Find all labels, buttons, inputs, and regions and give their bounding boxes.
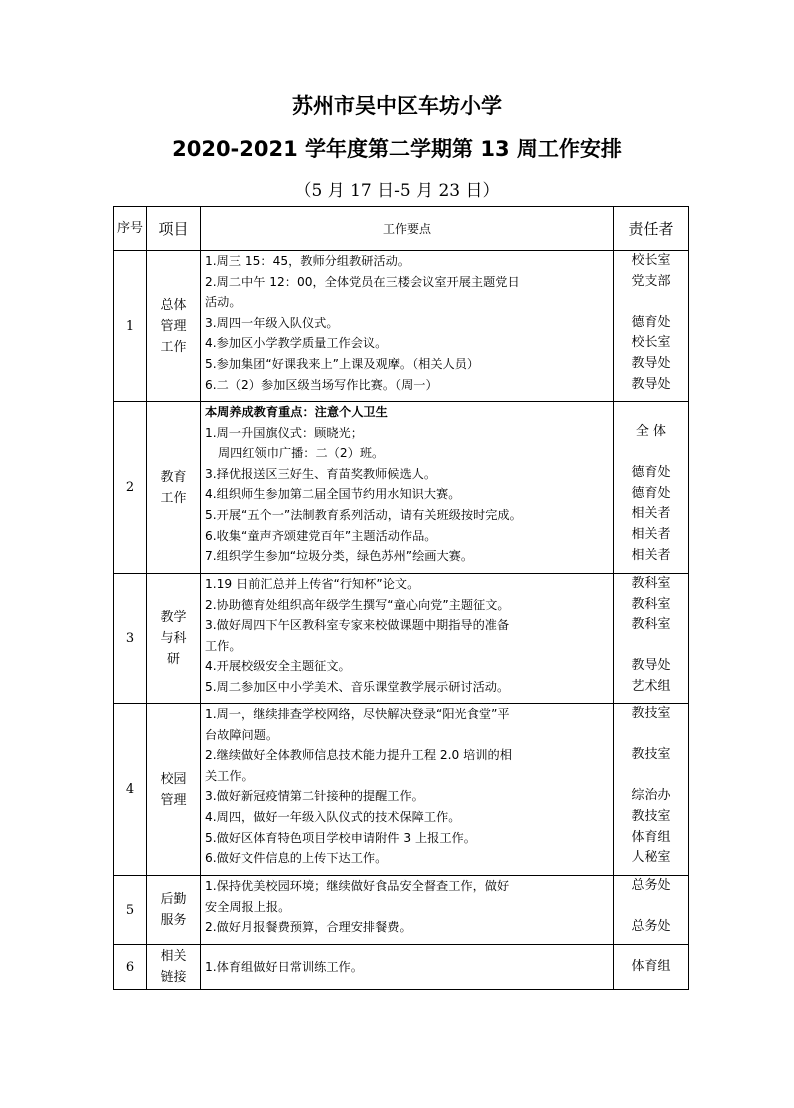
- row-content: 1.周一，继续排查学校网络，尽快解决登录“阳光食堂”平 台故障问题。 2.继续做好全体教师信息技术能力提升工程 2.0 培训的相 关工作。 3.做好新冠疫情第二针接种的提醒工作。 4.周四，做好一年级入队仪式的技术保障工作。 5.做好区体育特色项目学校申请附件 3 上报工作。 6.做好文件信息的上传下达工作。: [201, 704, 614, 876]
- date-range: （5 月 17 日-5 月 23 日）: [294, 181, 500, 201]
- row-item: 校园管理: [147, 704, 201, 876]
- header-no: 序号: [114, 207, 147, 251]
- row-no: 6: [114, 945, 147, 990]
- header-owner: 责任者: [614, 207, 689, 251]
- row-content: 本周养成教育重点：注意个人卫生 1.周一升国旗仪式：顾晓光； 周四红领巾广播：二（2）班。 3.择优报送区三好生、育苗奖教师候选人。 4.组织师生参加第二届全国节约用水知识大赛。 5.开展“五个一”法制教育系列活动，请有关班级按时完成。 6.收集“童声齐颂建党百年”主题活动作品。 7.组织学生参加“垃圾分类，绿色苏州”绘画大赛。: [201, 402, 614, 574]
- row-item: 教育工作: [147, 402, 201, 574]
- row-owner: 总务处 总务处: [614, 876, 689, 945]
- schedule-table: [113, 206, 689, 990]
- row-owner: 全 体 德育处 德育处 相关者 相关者 相关者: [614, 402, 689, 574]
- row-no: 2: [114, 402, 147, 574]
- school-name: 苏州市吴中区车坊小学: [292, 94, 502, 118]
- row-owner: 体育组: [614, 945, 689, 990]
- row-content: 1.保持优美校园环境；继续做好食品安全督查工作，做好 安全周报上报。 2.做好月报餐费预算，合理安排餐费。: [201, 876, 614, 945]
- row-owner: 教技室 教技室 综治办 教技室 体育组 人秘室: [614, 704, 689, 876]
- table-row: [114, 251, 689, 402]
- row-no: 4: [114, 704, 147, 876]
- table-row: [114, 574, 689, 704]
- row-item: 后勤服务: [147, 876, 201, 945]
- table-row: [114, 402, 689, 574]
- row-no: 1: [114, 251, 147, 402]
- row-item: 总体管理工作: [147, 251, 201, 402]
- table-row: [114, 945, 689, 990]
- row-content: 1.体育组做好日常训练工作。: [201, 945, 614, 990]
- row-item: 教学与科研: [147, 574, 201, 704]
- document-title: 2020-2021 学年度第二学期第 13 周工作安排: [172, 137, 622, 161]
- header-content: 工作要点: [201, 207, 614, 251]
- row-no: 3: [114, 574, 147, 704]
- row-owner: 校长室 党支部 德育处 校长室 教导处 教导处: [614, 251, 689, 402]
- table-header-row: [114, 207, 689, 251]
- row-item: 相关链接: [147, 945, 201, 990]
- row-owner: 教科室 教科室 教科室 教导处 艺术组: [614, 574, 689, 704]
- row-no: 5: [114, 876, 147, 945]
- row-content: 1.19 日前汇总并上传省“行知杯”论文。 2.协助德育处组织高年级学生撰写“童心向党”主题征文。 3.做好周四下午区教科室专家来校做课题中期指导的准备 工作。 4.开展校级安全主题征文。 5.周二参加区中小学美术、音乐课堂教学展示研讨活动。: [201, 574, 614, 704]
- row-content: 1.周三 15：45，教师分组教研活动。 2.周二中午 12：00，全体党员在三楼会议室开展主题党日 活动。 3.周四一年级入队仪式。 4.参加区小学教学质量工作会议。 5.参加集团“好课我来上”上课及观摩。（相关人员） 6.二（2）参加区级当场写作比赛。（周一）: [201, 251, 614, 402]
- table-row: [114, 704, 689, 876]
- table-row: [114, 876, 689, 945]
- header-item: 项目: [147, 207, 201, 251]
